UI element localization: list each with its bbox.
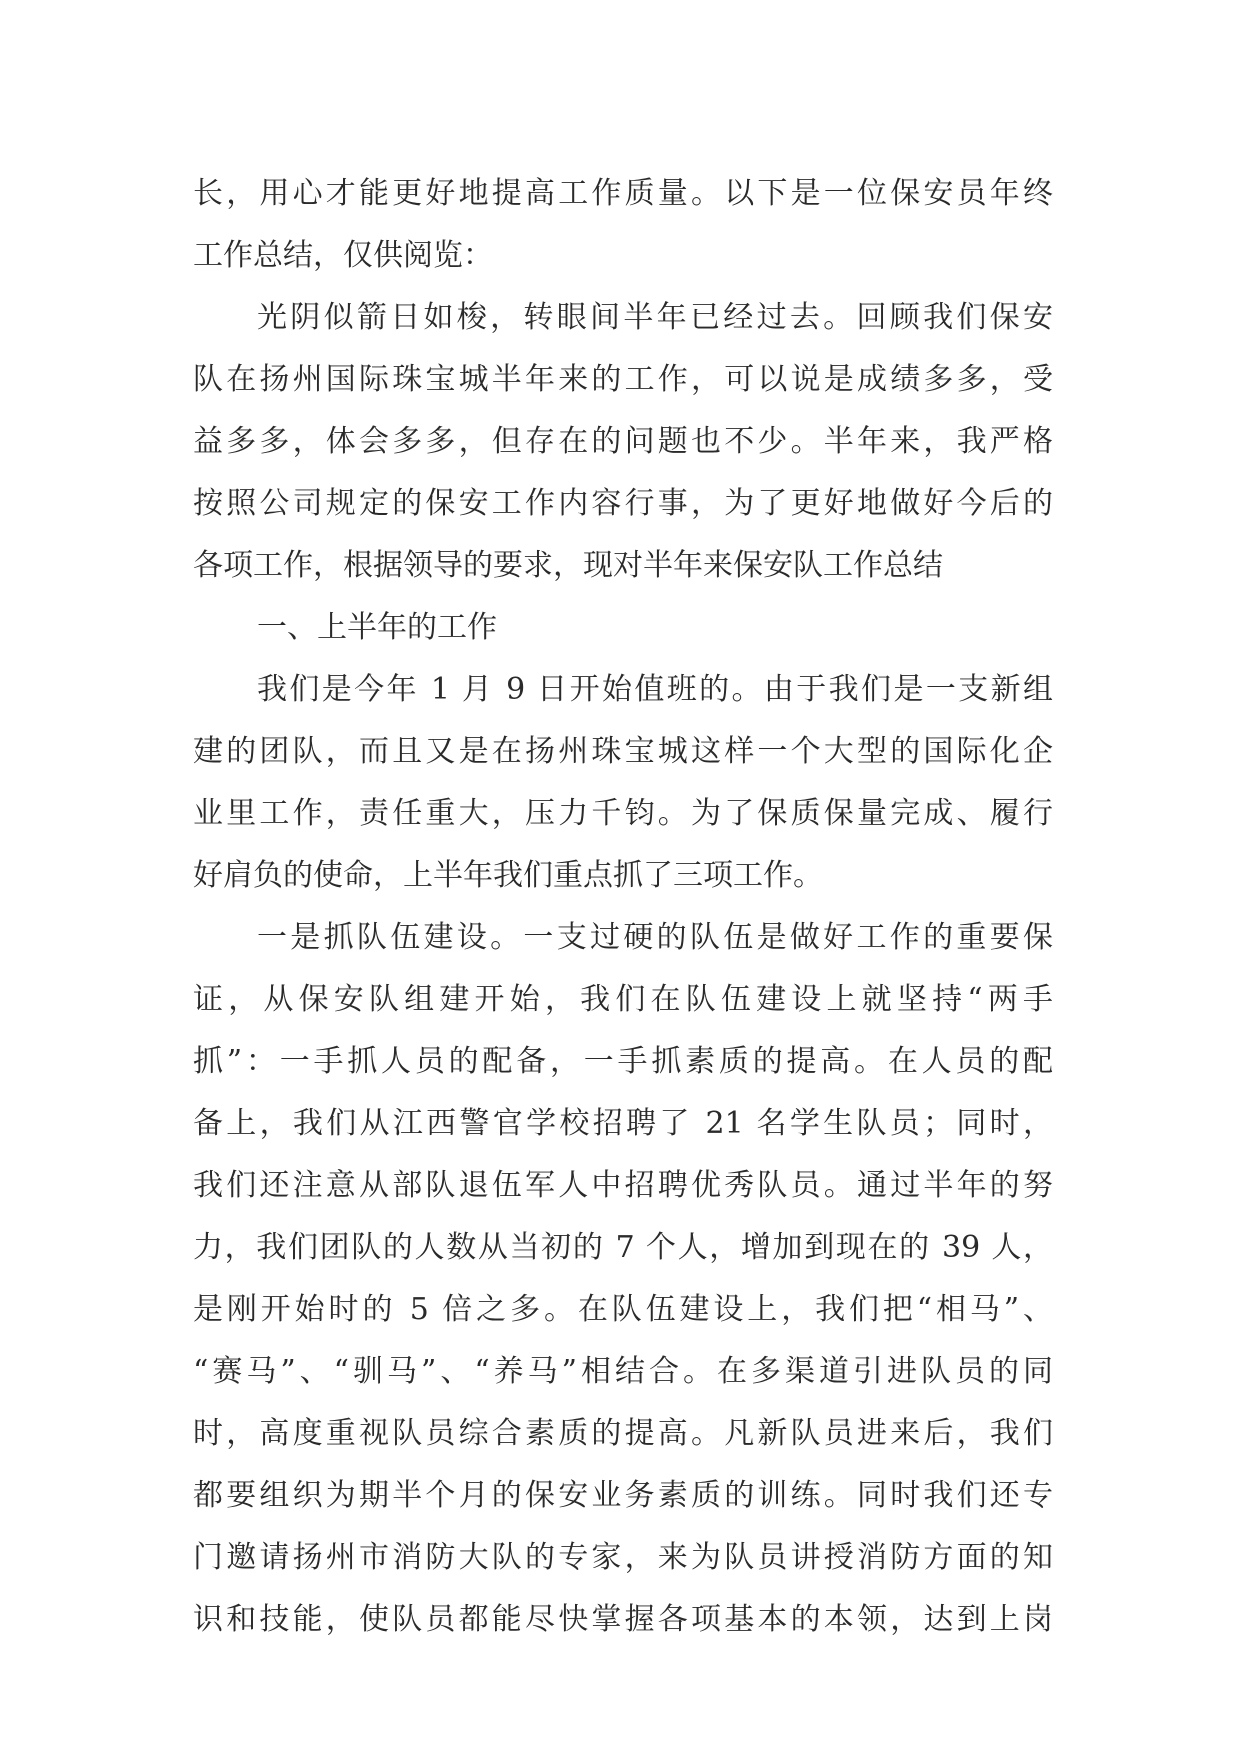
text-line: 光阴似箭日如梭，转眼间半年已经过去。回顾我们保安 <box>257 300 1053 335</box>
text-line: 备上，我们从江西警官学校招聘了 21 名学生队员；同时， <box>193 1106 1053 1141</box>
text-line: 我们是今年 1 月 9 日开始值班的。由于我们是一支新组 <box>257 672 1053 707</box>
text-line: 都要组织为期半个月的保安业务素质的训练。同时我们还专 <box>193 1478 1053 1513</box>
text-line: 证，从保安队组建开始，我们在队伍建设上就坚持“两手 <box>193 982 1053 1017</box>
text-line: 我们还注意从部队退伍军人中招聘优秀队员。通过半年的努 <box>193 1168 1053 1203</box>
text-line: “赛马”、“驯马”、“养马”相结合。在多渠道引进队员的同 <box>193 1354 1053 1389</box>
text-line: 队在扬州国际珠宝城半年来的工作，可以说是成绩多多，受 <box>193 362 1053 397</box>
text-line: 抓”：一手抓人员的配备，一手抓素质的提高。在人员的配 <box>193 1044 1053 1079</box>
text-line: 门邀请扬州市消防大队的专家，来为队员讲授消防方面的知 <box>193 1540 1053 1575</box>
text-line: 益多多，体会多多，但存在的问题也不少。半年来，我严格 <box>193 424 1053 459</box>
text-line: 按照公司规定的保安工作内容行事，为了更好地做好今后的 <box>193 486 1053 521</box>
text-line: 工作总结，仅供阅览： <box>193 238 493 273</box>
text-line: 好肩负的使命，上半年我们重点抓了三项工作。 <box>193 858 823 893</box>
text-line: 长，用心才能更好地提高工作质量。以下是一位保安员年终 <box>193 176 1053 211</box>
text-line: 一、上半年的工作 <box>257 610 497 645</box>
text-line: 时，高度重视队员综合素质的提高。凡新队员进来后，我们 <box>193 1416 1053 1451</box>
text-line: 是刚开始时的 5 倍之多。在队伍建设上，我们把“相马”、 <box>193 1292 1053 1327</box>
text-line: 一是抓队伍建设。一支过硬的队伍是做好工作的重要保 <box>257 920 1053 955</box>
text-line: 识和技能，使队员都能尽快掌握各项基本的本领，达到上岗 <box>193 1602 1053 1637</box>
text-line: 力，我们团队的人数从当初的 7 个人，增加到现在的 39 人， <box>193 1230 1053 1265</box>
text-line: 业里工作，责任重大，压力千钧。为了保质保量完成、履行 <box>193 796 1053 831</box>
text-line: 各项工作，根据领导的要求，现对半年来保安队工作总结 <box>193 548 943 583</box>
document-body <box>193 163 1053 1651</box>
text-line: 建的团队，而且又是在扬州珠宝城这样一个大型的国际化企 <box>193 734 1053 769</box>
